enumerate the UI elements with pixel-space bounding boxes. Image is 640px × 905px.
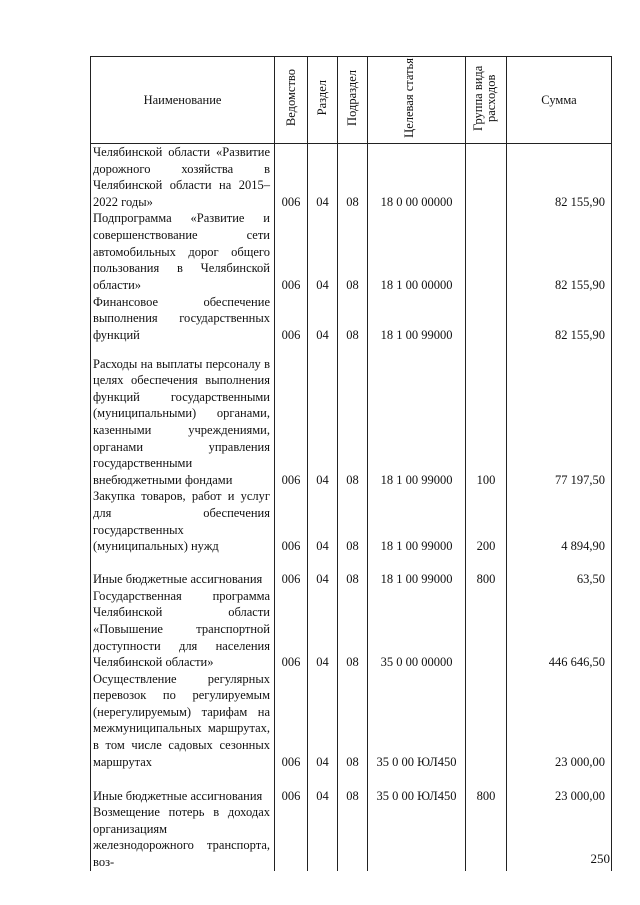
row-dept: 006 (275, 555, 308, 588)
row-article: 18 1 00 99000 (368, 488, 466, 554)
table-row (91, 488, 612, 554)
header-expense-group: Группа вида расходов (466, 57, 507, 144)
row-group (466, 671, 507, 771)
table-row (91, 555, 612, 588)
table-row (91, 293, 612, 343)
row-article: 35 0 00 ЮЛ450 (368, 770, 466, 804)
row-dept: 006 (275, 671, 308, 771)
row-article: 35 0 00 ЮЛ450 (368, 671, 466, 771)
table-row (91, 804, 612, 870)
row-sum: 82 155,90 (507, 210, 612, 293)
budget-table (90, 56, 612, 871)
row-group (466, 588, 507, 671)
row-section: 04 (308, 144, 338, 211)
row-group: 800 (466, 770, 507, 804)
row-section (308, 804, 338, 870)
row-subsection: 08 (338, 588, 368, 671)
row-group: 200 (466, 488, 507, 554)
row-dept (275, 804, 308, 870)
row-sum: 77 197,50 (507, 343, 612, 488)
row-group: 800 (466, 555, 507, 588)
header-section: Раздел (308, 57, 338, 144)
row-dept: 006 (275, 210, 308, 293)
row-dept: 006 (275, 343, 308, 488)
row-subsection: 08 (338, 144, 368, 211)
page-number: 250 (590, 851, 610, 866)
row-group (466, 210, 507, 293)
row-name: Государственная программа Челябинской области «Повышение транспортной доступности для населения Челябинской области» (91, 588, 275, 671)
row-group (466, 804, 507, 870)
row-sum: 63,50 (507, 555, 612, 588)
header-article: Целевая статья (368, 57, 466, 144)
row-group (466, 293, 507, 343)
row-article: 18 1 00 00000 (368, 210, 466, 293)
row-section: 04 (308, 210, 338, 293)
row-subsection: 08 (338, 671, 368, 771)
row-section: 04 (308, 293, 338, 343)
row-section: 04 (308, 343, 338, 488)
row-article: 18 1 00 99000 (368, 555, 466, 588)
header-dept: Ведомство (275, 57, 308, 144)
row-name: Иные бюджетные ассигнования (91, 555, 275, 588)
row-group: 100 (466, 343, 507, 488)
row-sum: 4 894,90 (507, 488, 612, 554)
row-subsection (338, 804, 368, 870)
row-name: Закупка товаров, работ и услуг для обеспечения государственных (муниципальных) нужд (91, 488, 275, 554)
row-name: Челябинской области «Развитие дорожного хозяйства в Челябинской области на 2015–2022 годы» (91, 144, 275, 211)
row-subsection: 08 (338, 293, 368, 343)
row-section: 04 (308, 488, 338, 554)
row-subsection: 08 (338, 770, 368, 804)
row-article: 35 0 00 00000 (368, 588, 466, 671)
table-row (91, 343, 612, 488)
row-dept: 006 (275, 293, 308, 343)
row-sum: 82 155,90 (507, 293, 612, 343)
row-section: 04 (308, 588, 338, 671)
row-sum: 23 000,00 (507, 770, 612, 804)
row-subsection: 08 (338, 343, 368, 488)
row-subsection: 08 (338, 555, 368, 588)
table-row (91, 770, 612, 804)
row-subsection: 08 (338, 210, 368, 293)
row-article: 18 1 00 99000 (368, 343, 466, 488)
row-article: 18 1 00 99000 (368, 293, 466, 343)
row-name: Иные бюджетные ассигнования (91, 770, 275, 804)
row-dept: 006 (275, 488, 308, 554)
row-name: Возмещение потерь в доходах организациям железнодорожного транспорта, воз- (91, 804, 275, 870)
row-article: 18 0 00 00000 (368, 144, 466, 211)
row-name: Расходы на выплаты персоналу в целях обеспечения выполнения функций государственными (муниципальными) органами, казенными учреждениями, органами управления государственными внебюджетными фондами (91, 343, 275, 488)
row-name: Осуществление регулярных перевозок по регулируемым (нерегулируемым) тарифам на межмуниципальных маршрутах, в том числе садовых сезонных маршрутах (91, 671, 275, 771)
row-name: Финансовое обеспечение выполнения государственных функций (91, 293, 275, 343)
row-subsection: 08 (338, 488, 368, 554)
table-row (91, 671, 612, 771)
row-sum: 23 000,00 (507, 671, 612, 771)
table-row (91, 144, 612, 211)
row-sum: 82 155,90 (507, 144, 612, 211)
header-name: Наименование (91, 57, 275, 144)
row-section: 04 (308, 770, 338, 804)
row-name: Подпрограмма «Развитие и совершенствование сети автомобильных дорог общего пользования в Челябинской области» (91, 210, 275, 293)
header-sum: Сумма (507, 57, 612, 144)
row-section: 04 (308, 555, 338, 588)
row-sum: 446 646,50 (507, 588, 612, 671)
row-article (368, 804, 466, 870)
row-section: 04 (308, 671, 338, 771)
table-row (91, 210, 612, 293)
header-subsection: Подраздел (338, 57, 368, 144)
row-group (466, 144, 507, 211)
row-dept: 006 (275, 144, 308, 211)
row-dept: 006 (275, 588, 308, 671)
row-dept: 006 (275, 770, 308, 804)
table-row (91, 588, 612, 671)
table-header-row (91, 57, 612, 144)
